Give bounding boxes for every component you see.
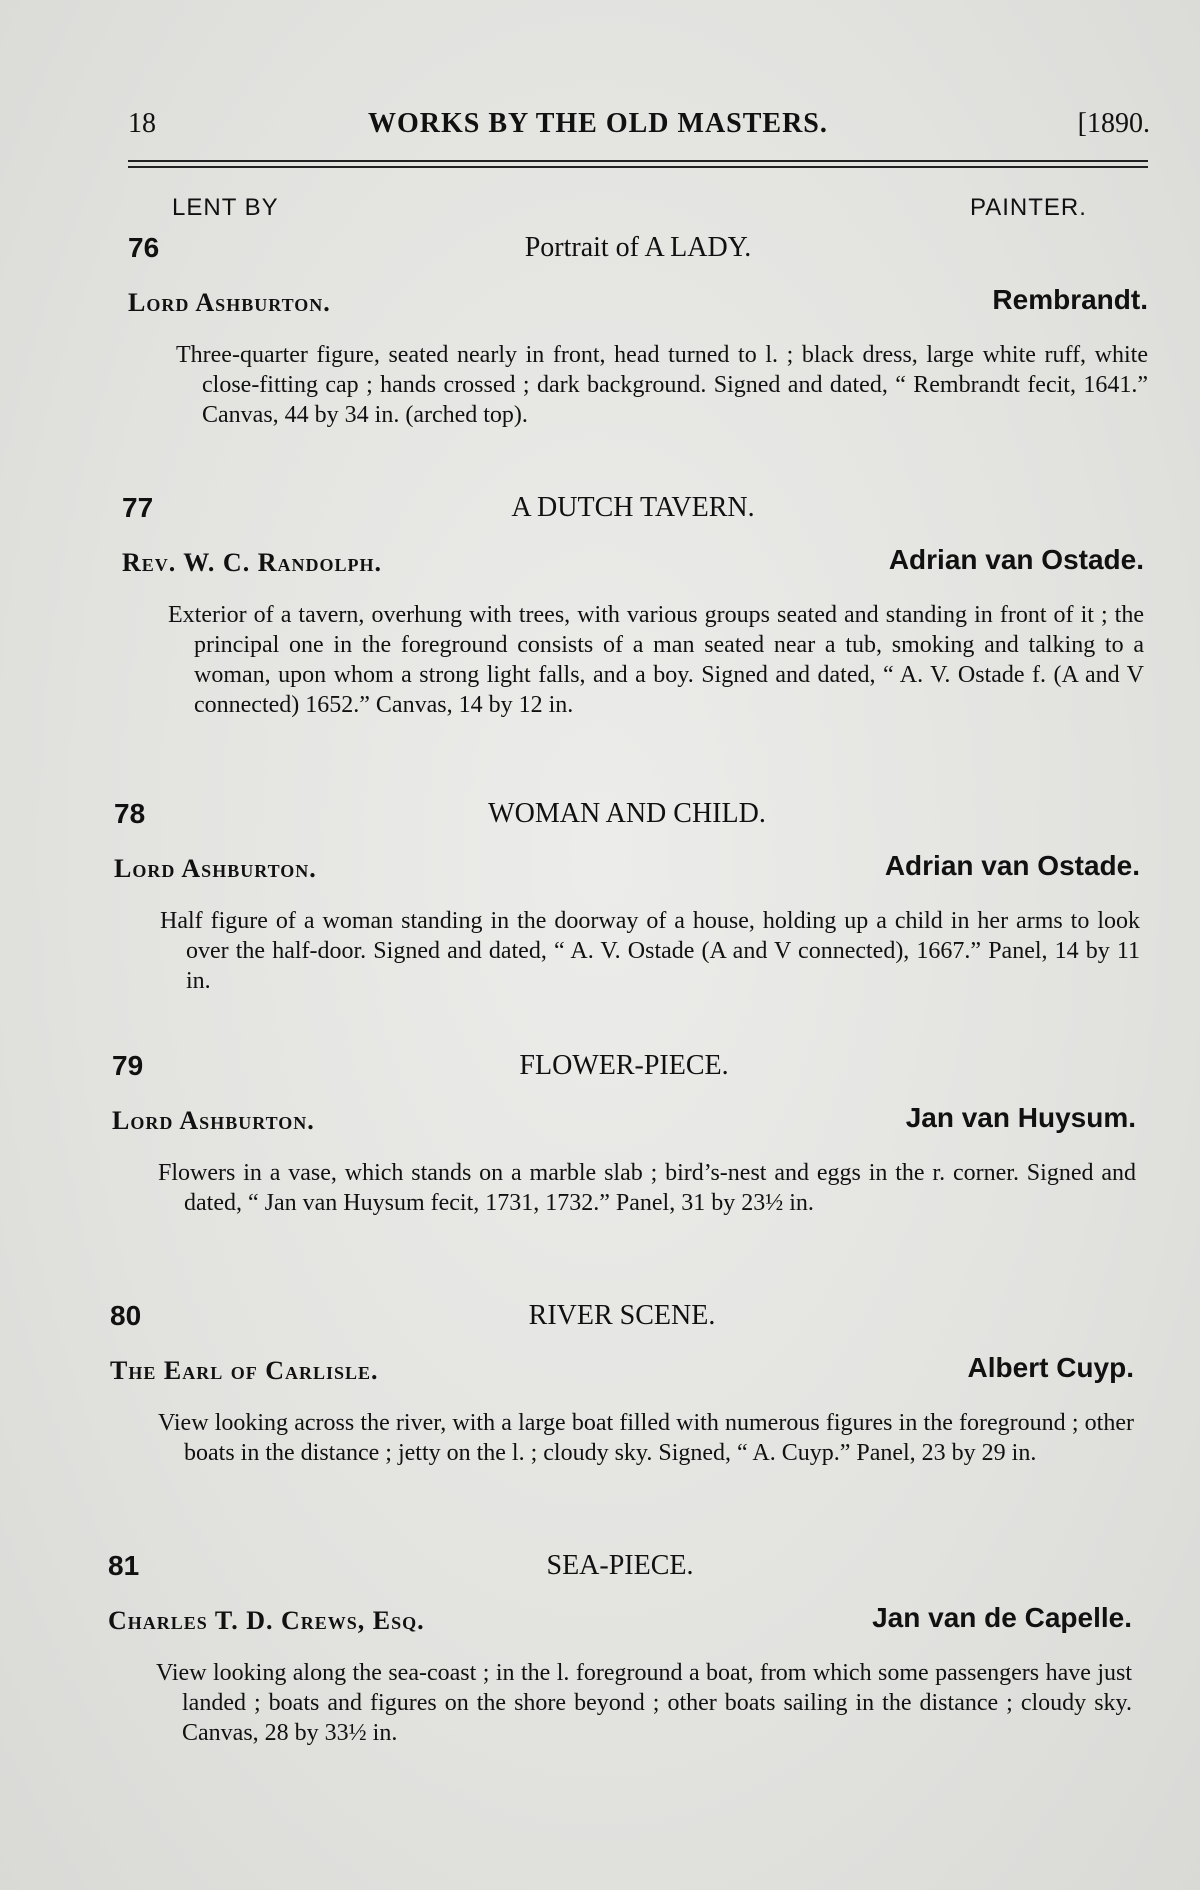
running-header [128,108,1150,148]
entry-lender: Lord Ashburton. [112,1106,315,1135]
entry-lender: Lord Ashburton. [114,854,317,883]
entry-painter: Adrian van Ostade. [884,850,1140,881]
running-title: WORKS BY THE OLD MASTERS. [368,108,828,139]
entry-title: SEA-PIECE. [546,1550,694,1581]
entry-painter: Albert Cuyp. [967,1352,1134,1383]
entry-lender: Lord Ashburton. [128,288,331,317]
page-number: 18 [128,108,156,139]
entry-title: Portrait of A LADY. [524,232,752,263]
entry-number: 77 [122,492,154,523]
entry-number: 78 [114,798,146,829]
entry-lender: Rev. W. C. Randolph. [122,548,382,577]
entry-painter: Adrian van Ostade. [888,544,1144,575]
year-marker: [1890. [1077,108,1150,139]
painter-heading: PAINTER. [970,194,1087,221]
entry-description: Exterior of a tavern, overhung with trees, with various groups seated and standing in front of it ; the principal one in the foreground consists of a man seated near a tub, smoking and talking to a woman, upon whom a strong light falls, and a boy. Signed and dated, “ A. V. Ostade f. (A and V connected) 1652.” Canvas, 14 by 12 in. [168,602,1144,718]
entry-painter: Jan van de Capelle. [872,1602,1132,1633]
entry-description: Flowers in a vase, which stands on a marble slab ; bird’s-nest and eggs in the r. corner. Signed and dated, “ Jan van Huysum fecit, 1731, 1732.” Panel, 31 by 23½ in. [158,1160,1136,1216]
header-rule-bottom [128,166,1148,168]
entry-number: 76 [128,232,160,263]
entry-description: View looking along the sea-coast ; in the l. foreground a boat, from which some passengers have just landed ; boats and figures on the shore beyond ; other boats sailing in the distance ; cloudy sky. Canvas, 28 by 33½ in. [156,1660,1132,1746]
entry-number: 81 [108,1550,140,1581]
entry-title: WOMAN AND CHILD. [488,798,766,829]
entry-number: 80 [110,1300,142,1331]
header-rule-top [128,160,1148,162]
entry-description: Half figure of a woman standing in the doorway of a house, holding up a child in her arms to look over the half-door. Signed and dated, “ A. V. Ostade (A and V connected), 1667.” Panel, 14 by 11 in. [160,908,1140,994]
entry-title: A DUTCH TAVERN. [511,492,755,523]
entry-title: FLOWER-PIECE. [519,1050,729,1081]
entry-description: View looking across the river, with a large boat filled with numerous figures in the foreground ; other boats in the distance ; jetty on the l. ; cloudy sky. Signed, “ A. Cuyp.” Panel, 23 by 29 in. [158,1410,1134,1466]
entry-number: 79 [112,1050,144,1081]
entry-lender: Charles T. D. Crews, Esq. [108,1606,425,1635]
entry-lender: The Earl of Carlisle. [110,1356,379,1385]
entry-painter: Jan van Huysum. [905,1102,1136,1133]
lent-by-heading: LENT BY [172,194,279,221]
entry-title: RIVER SCENE. [528,1300,716,1331]
entry-painter: Rembrandt. [992,284,1148,315]
entry-description: Three-quarter figure, seated nearly in front, head turned to l. ; black dress, large white ruff, white close-fitting cap ; hands crossed ; dark background. Signed and dated, “ Rembrandt fecit, 1641.” Canvas, 44 by 34 in. (arched top). [176,342,1148,428]
